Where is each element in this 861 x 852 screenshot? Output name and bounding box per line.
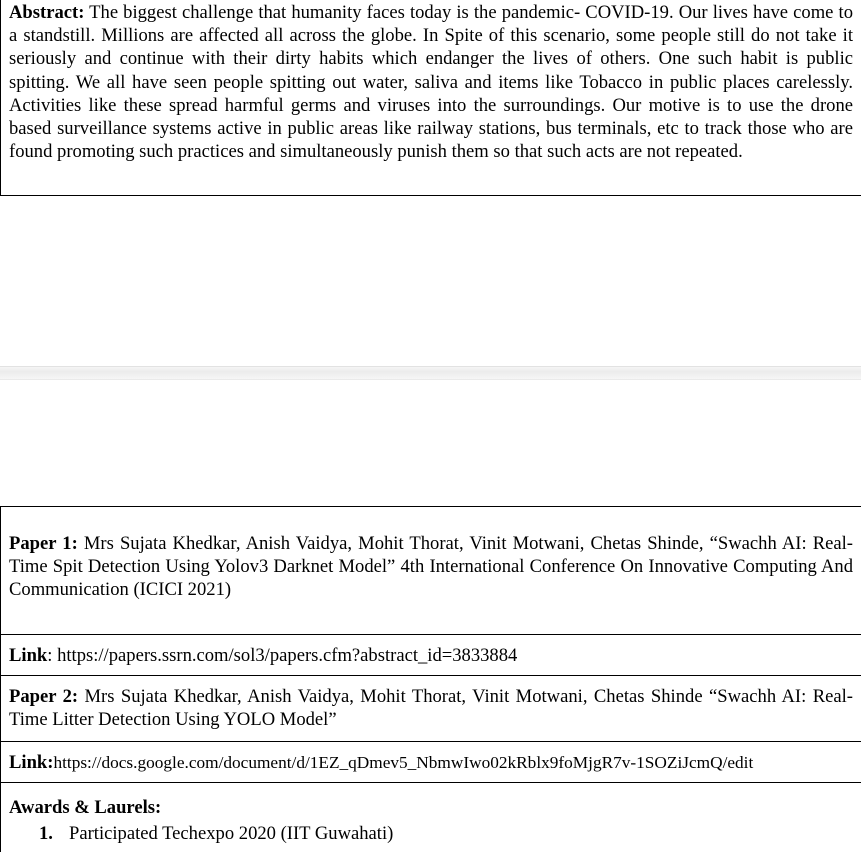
link1-paragraph: [9, 644, 853, 667]
paper1-label: Paper 1:: [9, 533, 78, 554]
list-item-text: Participated Techexpo 2020 (IIT Guwahati): [69, 823, 394, 845]
link2-url[interactable]: https://docs.google.com/document/d/1EZ_qDmev5_NbmwIwo02kRblx9foMjgR7v-1SOZiJcmQ/edit: [53, 753, 754, 772]
link1-url[interactable]: : https://papers.ssrn.com/sol3/papers.cfm?abstract_id=3833884: [47, 645, 518, 666]
awards-list: [9, 822, 861, 845]
abstract-paragraph: [9, 1, 853, 163]
awards-heading-paragraph: [9, 796, 853, 819]
link2-cell: [0, 741, 861, 782]
abstract-cell: [0, 0, 861, 196]
paper2-text: Mrs Sujata Khedkar, Anish Vaidya, Mohit Thorat, Vinit Motwani, Chetas Shinde “Swachh AI: Real-Time Litter Detection Using YOLO Model”: [9, 686, 853, 731]
paper1-paragraph: [9, 532, 853, 602]
awards-cell: [0, 782, 861, 852]
link2-paragraph: [9, 751, 853, 774]
paper2-cell: [0, 675, 861, 741]
paper1-cell: [0, 506, 861, 634]
paper1-text: Mrs Sujata Khedkar, Anish Vaidya, Mohit Thorat, Vinit Motwani, Chetas Shinde, “Swachh AI: Real-Time Spit Detection Using Yolov3 Darknet Model” 4th International Conference On Innovative Computing And Communication (ICICI 2021): [9, 533, 854, 601]
list-item: [9, 822, 861, 845]
paper2-paragraph: [9, 685, 853, 731]
paper2-label: Paper 2:: [9, 686, 79, 707]
link1-cell: [0, 634, 861, 675]
awards-heading: Awards & Laurels:: [9, 797, 162, 818]
list-item-number: 1.: [39, 823, 53, 845]
abstract-label: Abstract:: [9, 2, 85, 23]
page-break: [0, 366, 861, 380]
abstract-text: The biggest challenge that humanity faces today is the pandemic- COVID-19. Our lives have come to a standstill. Millions are affected all across the globe. In Spite of this scenario, some people still do not take it seriously and continue with their dirty habits which endanger the lives of others. One such habit is public spitting. We all have seen people spitting out water, saliva and items like Tobacco in public places carelessly. Activities like these spread harmful germs and viruses into the surroundings. Our motive is to use the drone based surveillance systems active in public areas like railway stations, bus terminals, etc to track those who are found promoting such practices and simultaneously punish them so that such acts are not repeated.: [9, 2, 853, 163]
link2-label: Link:: [9, 752, 54, 773]
link1-label: Link: [9, 645, 48, 666]
